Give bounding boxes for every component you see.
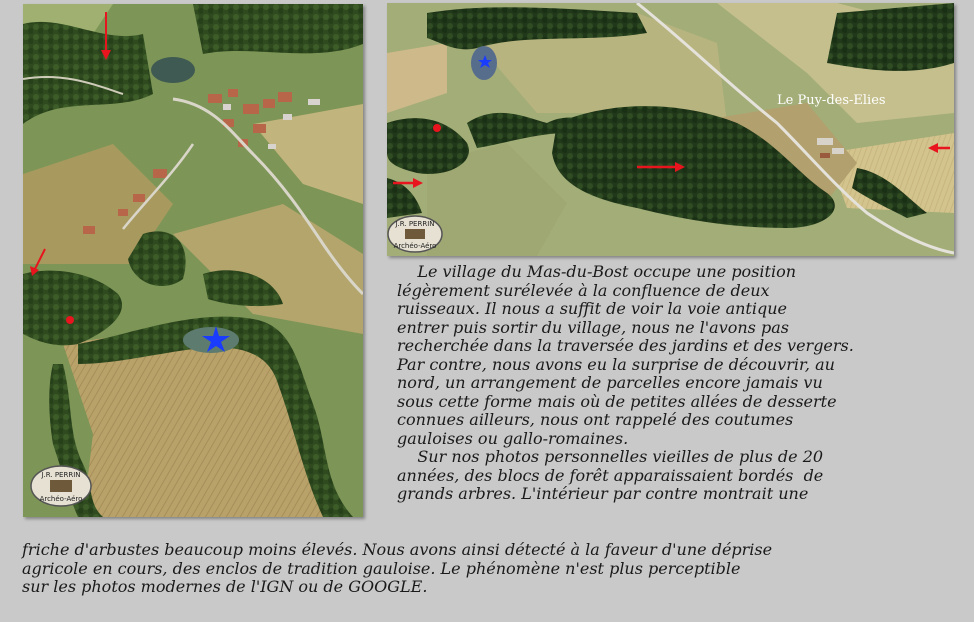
text-line: Le village du Mas-du-Bost occupe une position [397, 262, 796, 281]
text-line: connues ailleurs, nous ont rappelé des coutumes [397, 410, 794, 429]
aerial-photo-village-image [23, 4, 363, 517]
text-line: entrer puis sortir du village, nous ne l'avons pas [397, 317, 789, 337]
text-line: agricole en cours, des enclos de tradition gauloise. Le phénomène n'est plus perceptible [22, 558, 741, 578]
description-paragraph-continued [22, 541, 772, 597]
text-line: années, des blocs de forêt apparaissaient bordés de [397, 465, 824, 485]
aerial-photo-village [23, 4, 363, 517]
watermark-logo-icon [31, 466, 91, 506]
text-line: Sur nos photos personnelles vieilles de plus de 20 [397, 447, 824, 466]
watermark-line2: Archéo-Aéro [39, 495, 83, 503]
watermark-line1: J.R. PERRIN [395, 220, 435, 228]
text-line: légèrement surélevée à la confluence de deux [397, 280, 770, 300]
text-line: ruisseaux. Il nous a suffit de voir la voie antique [397, 299, 787, 318]
watermark-line1: J.R. PERRIN [41, 471, 81, 479]
watermark-line2: Archéo-Aéro [393, 242, 437, 250]
dot-marker-icon [433, 124, 441, 132]
text-line: Par contre, nous avons eu la surprise de découvrir, au [397, 354, 835, 374]
dot-marker-icon [66, 316, 74, 324]
aerial-photo-puy-des-elies [387, 3, 954, 256]
aerial-photo-puy-des-elies-image [387, 3, 954, 256]
watermark-logo-icon [388, 216, 442, 252]
description-paragraph [397, 263, 854, 504]
text-line: gauloises ou gallo-romaines. [397, 428, 629, 448]
text-line: grands arbres. L'intérieur par contre montrait une [397, 484, 809, 503]
text-line: sur les photos modernes de l'IGN ou de GOOGLE. [22, 577, 428, 596]
text-line: friche d'arbustes beaucoup moins élevés. Nous avons ainsi détecté à la faveur d'une déprise [22, 540, 773, 559]
text-line: recherchée dans la traversée des jardins et des vergers. [397, 336, 854, 355]
text-line: nord, un arrangement de parcelles encore jamais vu [397, 373, 823, 392]
text-line: sous cette forme mais où de petites allées de desserte [397, 391, 837, 411]
place-label-puy-des-elies: Le Puy-des-Elies [777, 93, 886, 108]
